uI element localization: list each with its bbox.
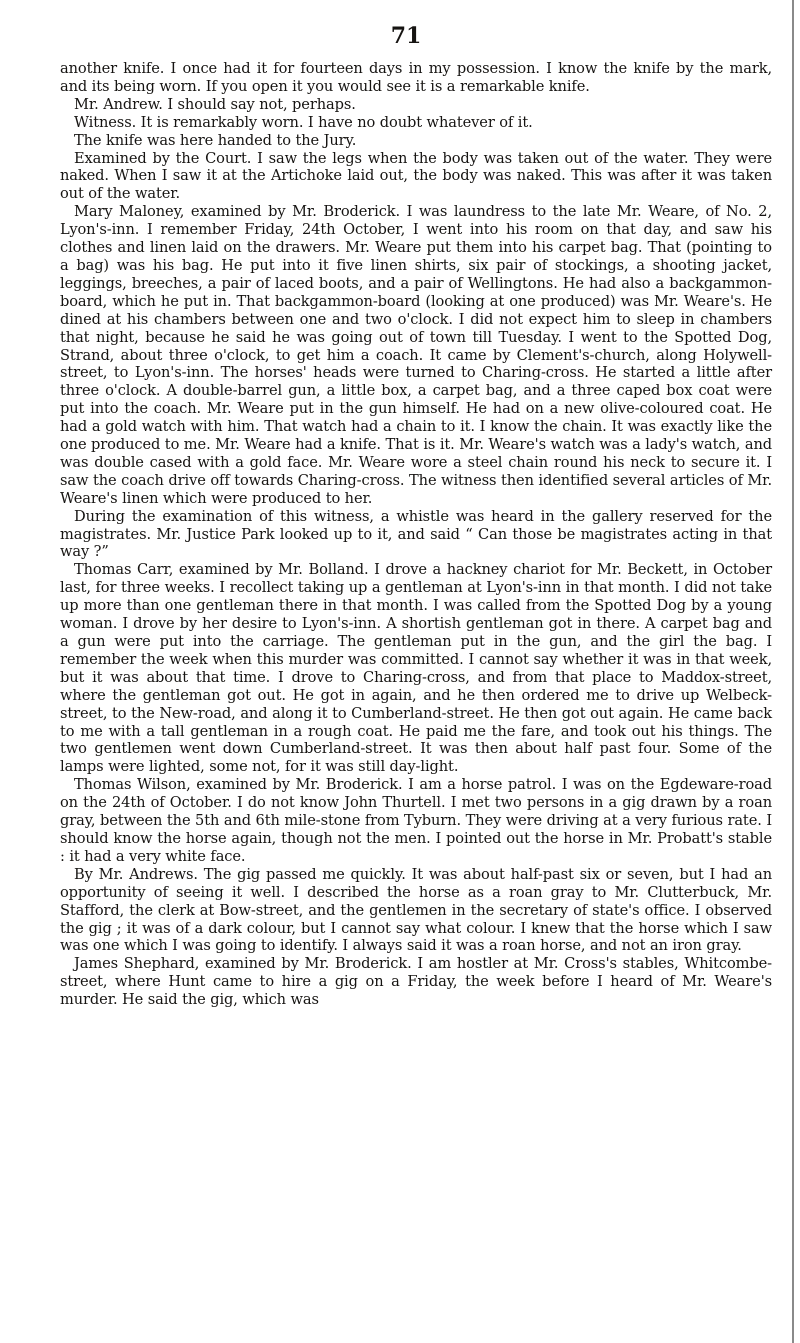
paragraph-mary-maloney: Mary Maloney, examined by Mr. Broderick. I was laundress to the late Mr. Weare, of No. 2, Lyon's-inn. I remember Friday, 24th October, I went into his room on that day, and saw his clothes and linen laid on the drawers. Mr. Weare put them into his carpet bag. That (pointing to a bag) was his bag. He put into it five linen shirts, six pair of stockings, a shooting jacket, leggings, breeches, a pair of laced boots, and a pair of Wellingtons. He had also a backgammon-board, which he put in. That backgammon-board (looking at one produced) was Mr. Weare's. He dined at his chambers between one and two o'clock. I did not expect him to sleep in chambers that night, because he said he was going out of town till Tuesday. I went to the Spotted Dog, Strand, about three o'clock, to get him a coach. It came by Clement's-church, along Holywell-street, to Lyon's-inn. The horses' heads were turned to Charing-cross. He started a little after three o'clock. A double-barrel gun, a little box, a carpet bag, and a three caped box coat were put into the coach. Mr. Weare put in the gun himself. He had on a new olive-coloured coat. He had a gold watch with him. That watch had a chain to it. I know the chain. It was exactly like the one produced to me. Mr. Weare had a knife. That is it. Mr. Weare's watch was a lady's watch, and was double cased with a gold face. Mr. Weare wore a steel chain round his neck to secure it. I saw the coach drive off towards Charing-cross. The witness then identified several articles of Mr. Weare's linen which were produced to her. (60, 203, 772, 507)
paragraph-knife-handed: The knife was here handed to the Jury. (74, 131, 357, 149)
paragraph-mr-andrew: Mr. Andrew. I should say not, perhaps. (74, 95, 356, 113)
paragraph-examined-by-court: Examined by the Court. I saw the legs when the body was taken out of the water. They were naked. When I saw it at the Artichoke laid out, the body was naked. This was after it was taken out of the water. (60, 149, 772, 203)
paragraph-by-mr-andrews: By Mr. Andrews. The gig passed me quickly. It was about half-past six or seven, but I had an opportunity of seeing it well. I described the horse as a roan gray to Mr. Clutterbuck, Mr. Stafford, the clerk at Bow-street, and the gentlemen in the secretary of state's office. I observed the gig ; it was of a dark colour, but I cannot say what colour. I knew that the horse which I saw was one which I was going to identify. I always said it was a roan horse, and not an iron gray. (60, 865, 772, 955)
paragraph-whistle-gallery: During the examination of this witness, a whistle was heard in the gallery reserved for the magistrates. Mr. Justice Park looked up to it, and said “ Can those be magistrates acting in that way ?” (60, 507, 772, 561)
paragraph-thomas-carr: Thomas Carr, examined by Mr. Bolland. I drove a hackney chariot for Mr. Beckett, in October last, for three weeks. I recollect taking up a gentleman at Lyon's-inn in that month. I did not take up more than one gentleman there in that month. I was called from the Spotted Dog by a young woman. I drove by her desire to Lyon's-inn. A shortish gentleman got in there. A carpet bag and a gun were put into the carriage. The gentleman put in the gun, and the girl the bag. I remember the week when this murder was committed. I cannot say whether it was in that week, but it was about that time. I drove to Charing-cross, and from that place to Maddox-street, where the gentleman got out. He got in again, and he then ordered me to drive up Welbeck-street, to the New-road, and along it to Cumberland-street. He then got out again. He came back to me with a tall gentleman in a rough coat. He paid me the fare, and took out his things. The two gentlemen went down Cumberland-street. It was then about half past four. Some of the lamps were lighted, some not, for it was still day-light. (60, 561, 772, 776)
paragraph-witness-worn: Witness. It is remarkably worn. I have no doubt whatever of it. (74, 113, 533, 131)
page-edge-rule (792, 0, 794, 1343)
page-number: 71 (390, 23, 422, 49)
paragraph-thomas-wilson: Thomas Wilson, examined by Mr. Broderick. I am a horse patrol. I was on the Egdeware-road on the 24th of October. I do not know John Thurtell. I met two persons in a gig drawn by a roan gray, between the 5th and 6th mile-stone from Tyburn. They were driving at a very furious rate. I should know the horse again, though not the men. I pointed out the horse in Mr. Probatt's stable : it had a very white face. (60, 776, 772, 865)
paragraph-james-shephard: James Shephard, examined by Mr. Broderick. I am hostler at Mr. Cross's stables, Whitcombe-street, where Hunt came to hire a gig on a Friday, the week before I heard of Mr. Weare's murder. He said the gig, which was (60, 955, 772, 1009)
paragraph-knife-continued: another knife. I once had it for fourteen days in my possession. I know the knife by the mark, and its being worn. If you open it you would see it is a remarkable knife. (60, 60, 772, 95)
